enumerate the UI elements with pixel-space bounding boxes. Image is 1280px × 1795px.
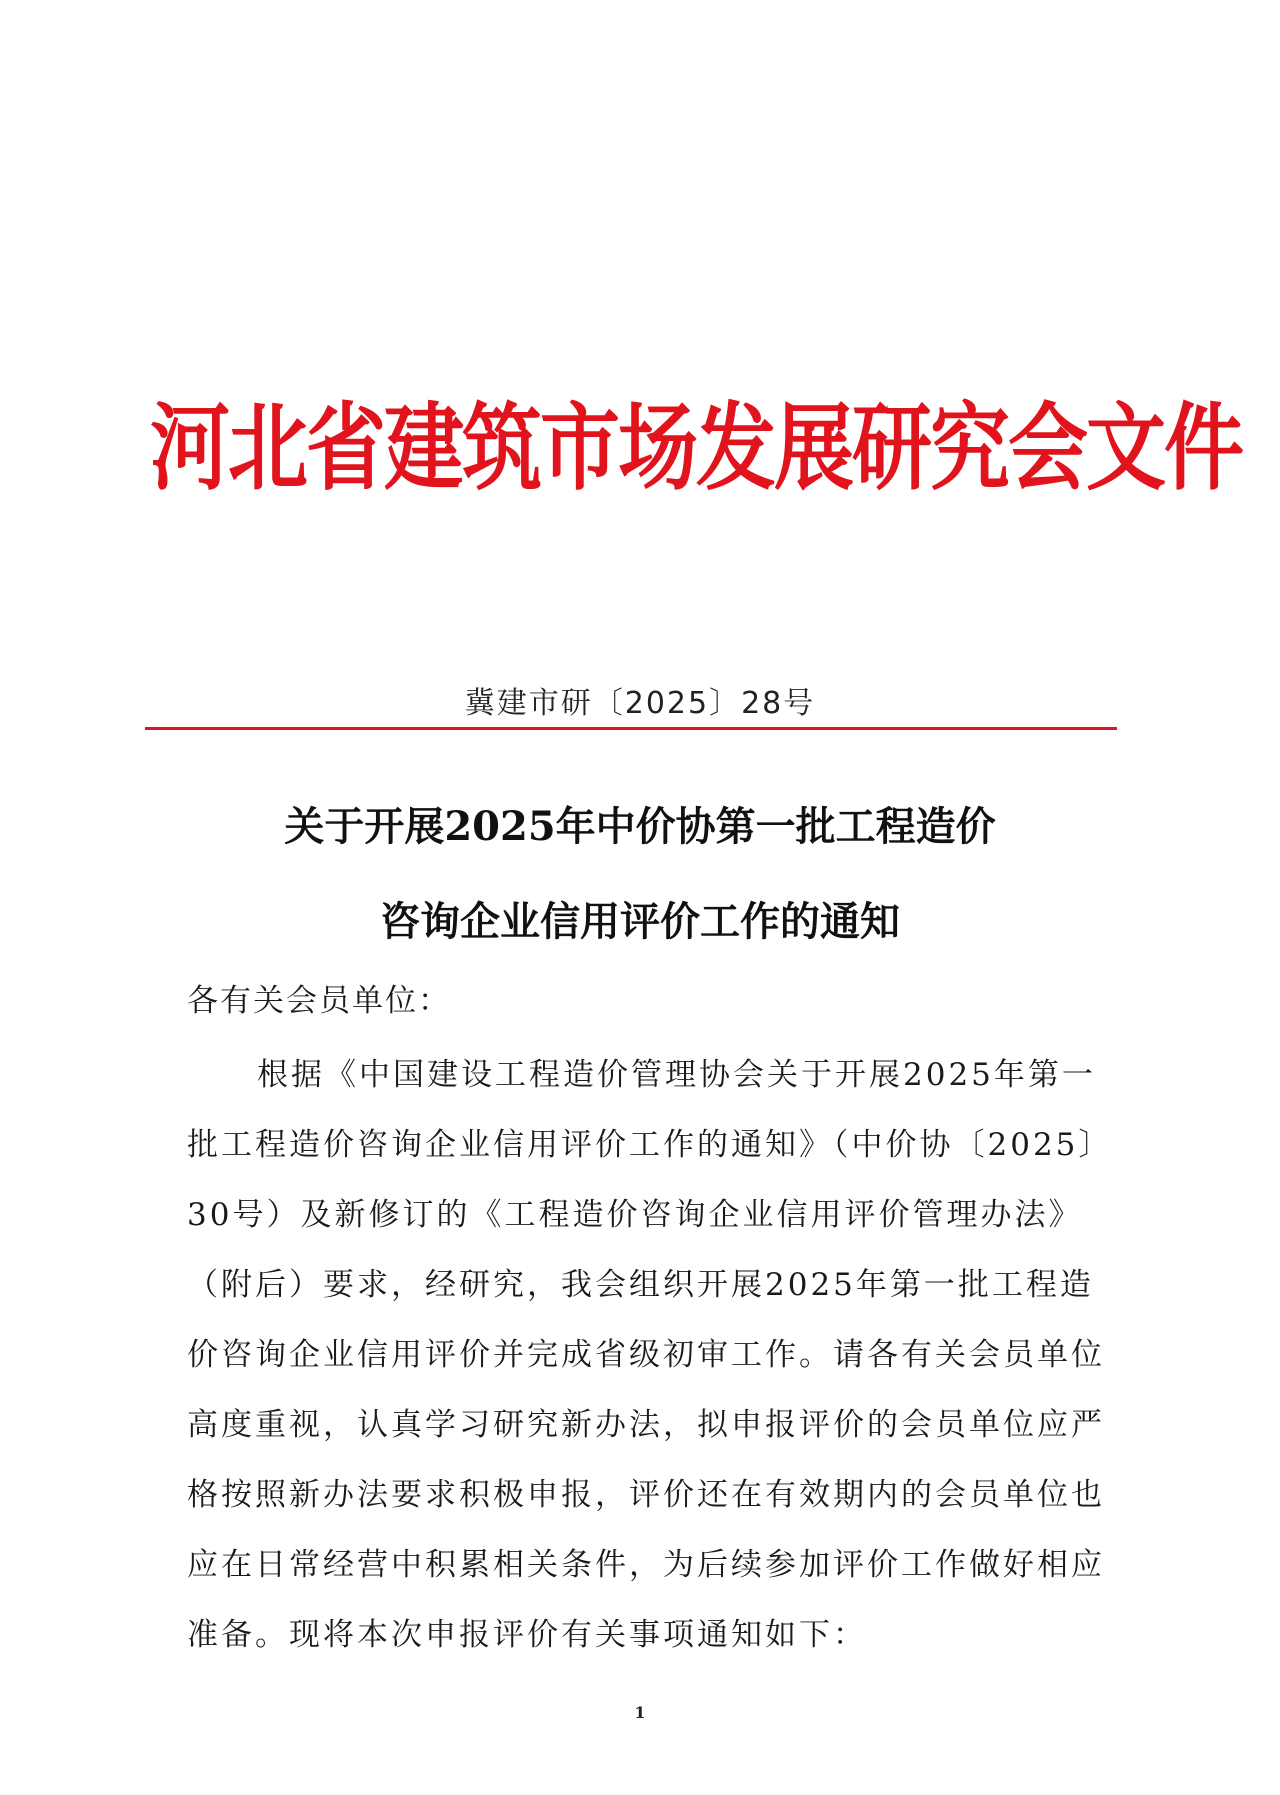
notice-title-line-1: 关于开展2025年中价协第一批工程造价	[284, 803, 996, 850]
body-paragraph	[187, 1040, 1113, 1670]
body-line: 应在日常经营中积累相关条件，为后续参加评价工作做好相应	[187, 1547, 1105, 1583]
body-line: 价咨询企业信用评价并完成省级初审工作。请各有关会员单位	[187, 1337, 1105, 1373]
issuing-organization-header: 河北省建筑市场发展研究会文件	[150, 393, 1242, 504]
body-line: （附后）要求，经研究，我会组织开展2025年第一批工程造	[187, 1267, 1094, 1303]
body-line: 准备。现将本次申报评价有关事项通知如下：	[187, 1617, 867, 1653]
body-line: 30号）及新修订的《工程造价咨询企业信用评价管理办法》	[187, 1197, 1083, 1233]
body-line: 格按照新办法要求积极申报，评价还在有效期内的会员单位也	[187, 1477, 1105, 1513]
salutation: 各有关会员单位：	[187, 983, 451, 1019]
page-number: 1	[634, 1703, 646, 1722]
red-divider-line	[145, 727, 1117, 730]
body-line: 高度重视，认真学习研究新办法，拟申报评价的会员单位应严	[187, 1407, 1105, 1443]
body-line: 根据《中国建设工程造价管理协会关于开展2025年第一	[257, 1057, 1096, 1093]
body-line: 批工程造价咨询企业信用评价工作的通知》（中价协〔2025〕	[187, 1127, 1113, 1163]
notice-title-line-2: 咨询企业信用评价工作的通知	[380, 898, 900, 945]
document-number: 冀建市研〔2025〕28号	[464, 686, 816, 721]
